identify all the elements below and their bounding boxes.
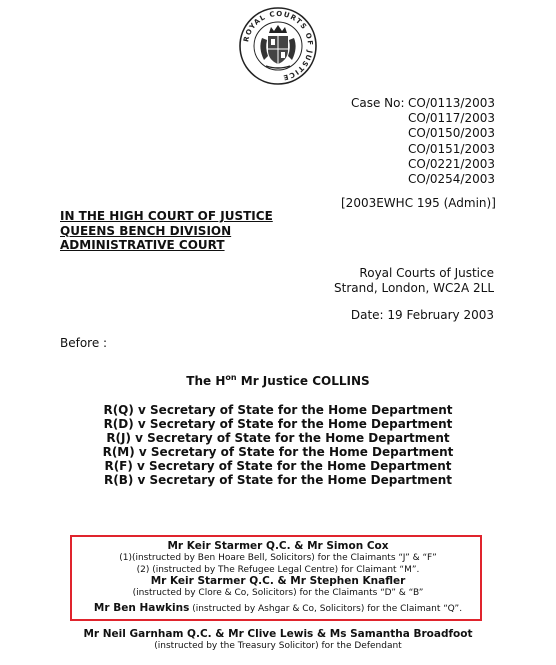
case-number: CO/0117/2003: [408, 111, 495, 126]
court-line: IN THE HIGH COURT OF JUSTICE: [60, 209, 273, 223]
party-line: R(B) v Secretary of State for the Home Department: [103, 473, 453, 487]
counsel-names: Mr Neil Garnham Q.C. & Mr Clive Lewis & Ms Samantha Broadfoot: [83, 628, 473, 640]
counsel-line: [0, 600, 556, 616]
before-label: Before :: [60, 336, 108, 350]
judge-name: [0, 373, 556, 388]
case-number: CO/0221/2003: [408, 156, 495, 171]
judgment-date: Date: 19 February 2003: [350, 308, 494, 322]
svg-text:ROYAL COURTS OF JUSTICE: ROYAL COURTS OF JUSTICE: [242, 9, 315, 82]
case-number-list: [408, 96, 495, 187]
counsel-names: Mr Ben Hawkins: [93, 601, 190, 614]
judge-honorific-superscript: on: [225, 373, 237, 382]
judge-prefix: The H: [186, 374, 226, 388]
defendant-counsel: [0, 628, 556, 652]
counsel-names: Mr Keir Starmer Q.C. & Mr Simon Cox: [167, 540, 389, 552]
case-number: CO/0113/2003: [408, 96, 495, 110]
court-line: QUEENS BENCH DIVISION: [60, 223, 232, 238]
party-line: R(D) v Secretary of State for the Home Department: [103, 417, 453, 431]
counsel-instruction: (2) (instructed by The Refugee Legal Centre) for Claimant “M”.: [136, 564, 420, 575]
court-heading: [60, 209, 273, 253]
claimant-counsel: [0, 541, 556, 616]
case-number: CO/0150/2003: [408, 126, 495, 141]
address-line: Strand, London, WC2A 2LL: [334, 280, 494, 295]
counsel-instruction: (instructed by Ashgar & Co, Solicitors) for the Claimant “Q”.: [189, 603, 463, 614]
party-line: R(F) v Secretary of State for the Home Department: [104, 459, 452, 473]
case-number-label: Case No:: [351, 96, 405, 110]
case-number: CO/0254/2003: [408, 172, 495, 187]
counsel-instruction: (1)(instructed by Ben Hoare Bell, Solicitors) for the Claimants “J” & “F”: [119, 552, 437, 563]
party-line: R(J) v Secretary of State for the Home Department: [106, 431, 450, 445]
address-line: Royal Courts of Justice: [359, 266, 494, 280]
royal-courts-seal-logo: [238, 6, 318, 86]
case-parties: [0, 403, 556, 487]
party-line: R(Q) v Secretary of State for the Home Department: [103, 403, 453, 417]
case-number: CO/0151/2003: [408, 141, 495, 156]
counsel-instruction: (instructed by the Treasury Solicitor) for the Defendant: [154, 641, 402, 651]
neutral-citation: [2003EWHC 195 (Admin)]: [341, 196, 496, 210]
court-address: [334, 266, 494, 295]
counsel-instruction: (instructed by Clore & Co, Solicitors) for the Claimants “D” & “B”: [132, 588, 424, 599]
party-line: R(M) v Secretary of State for the Home Department: [102, 445, 454, 459]
judge-surname: Mr Justice COLLINS: [236, 374, 370, 388]
court-line: ADMINISTRATIVE COURT: [60, 238, 225, 252]
counsel-names: Mr Keir Starmer Q.C. & Mr Stephen Knafler: [150, 575, 406, 588]
